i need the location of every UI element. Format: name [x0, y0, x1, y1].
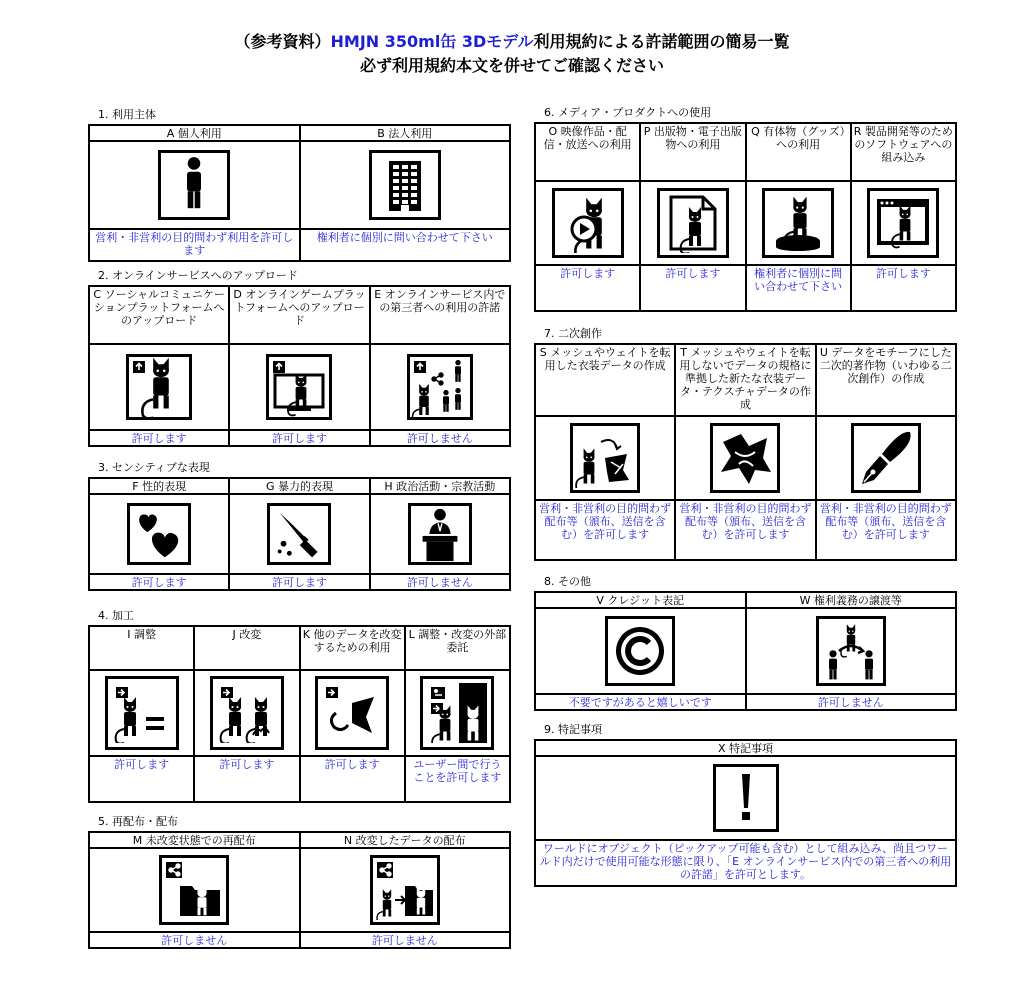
permission-table [534, 122, 957, 312]
item-image-cell [230, 495, 368, 573]
item-image-cell [536, 182, 639, 264]
item-label: V クレジット表記 [536, 593, 745, 607]
item-result: 営利・非営利の目的問わず配布等（頒布、送信を含む）を許可します [536, 501, 674, 559]
item-result: 許可します [852, 266, 955, 310]
item-image-cell [406, 671, 509, 755]
item-result: 営利・非営利の目的問わず配布等（頒布、送信を含む）を許可します [817, 501, 955, 559]
item-label: E オンラインサービス内での第三者への利用の許諾 [371, 287, 509, 343]
item-result: 権利者に個別に問い合わせて下さい [747, 266, 850, 310]
item-image-cell [852, 182, 955, 264]
share-folder-icon [159, 855, 229, 925]
item-label: L 調整・改変の外部委託 [406, 627, 509, 669]
item-image-cell [195, 671, 298, 755]
permission-table [88, 124, 511, 262]
mesh-transfer-icon [570, 423, 640, 493]
hearts-icon [127, 503, 191, 565]
item-label: I 調整 [90, 627, 193, 669]
item-label: R 製品開発等のためのソフトウェアへの組み込み [852, 124, 955, 180]
section-heading: 8. その他 [544, 575, 591, 588]
title-prefix: （参考資料） [234, 32, 331, 51]
item-result: 営利・非営利の目的問わず配布等（頒布、送信を含む）を許可します [676, 501, 814, 559]
share-modified-folder-icon [370, 855, 440, 925]
item-result: 許可します [301, 757, 404, 801]
section-heading: 6. メディア・プロダクトへの使用 [544, 106, 712, 119]
item-image-cell [536, 417, 674, 499]
item-label: S メッシュやウェイトを転用した衣装データの作成 [536, 345, 674, 415]
modify-other-data-icon [315, 676, 389, 750]
item-label: O 映像作品・配信・放送への利用 [536, 124, 639, 180]
item-label: T メッシュやウェイトを転用しないでデータの規格に準拠した新たな衣装データ・テクスチャデータの作成 [676, 345, 814, 415]
section-heading: 3. センシティブな表現 [98, 461, 210, 474]
item-label: D オンラインゲームプラットフォームへのアップロード [230, 287, 368, 343]
permission-table [88, 477, 511, 591]
item-label: F 性的表現 [90, 479, 228, 493]
item-result: 許可しません [747, 695, 956, 709]
section-s1 [88, 108, 511, 262]
building-icon [369, 150, 441, 220]
copyright-icon [605, 616, 675, 686]
title-model-name: HMJN 350ml缶 3Dモデル [330, 32, 534, 51]
item-image-cell [641, 182, 744, 264]
item-label: U データをモチーフにした二次的著作物（いわゆる二次創作）の作成 [817, 345, 955, 415]
adjust-icon [105, 676, 179, 750]
exclamation-icon [713, 764, 779, 832]
item-image-cell [90, 345, 228, 429]
section-s3 [88, 461, 511, 591]
item-label: Q 有体物（グッズ）への利用 [747, 124, 850, 180]
item-label: A 個人利用 [90, 126, 299, 140]
person-icon [158, 150, 230, 220]
upload-avatar-icon [126, 354, 192, 420]
item-image-cell [90, 671, 193, 755]
item-result: 許可しません [371, 431, 509, 445]
item-image-cell [747, 609, 956, 693]
section-s2 [88, 269, 511, 447]
item-image-cell [676, 417, 814, 499]
item-result: 許可します [195, 757, 298, 801]
section-heading: 4. 加工 [98, 609, 134, 622]
section-s7 [534, 327, 957, 561]
section-s5 [88, 815, 511, 949]
podium-speaker-icon [408, 503, 472, 565]
figure-goods-icon [762, 188, 834, 258]
item-result: 許可します [536, 266, 639, 310]
item-result: 許可します [90, 431, 228, 445]
item-label: W 権利義務の譲渡等 [747, 593, 956, 607]
video-icon [552, 188, 624, 258]
cloth-icon [710, 423, 780, 493]
item-label: P 出版物・電子出版物への利用 [641, 124, 744, 180]
item-result: 許可します [230, 431, 368, 445]
permission-table [534, 343, 957, 561]
item-image-cell [747, 182, 850, 264]
section-heading: 1. 利用主体 [98, 108, 156, 121]
section-heading: 9. 特記事項 [544, 723, 602, 736]
section-heading: 7. 二次創作 [544, 327, 602, 340]
item-label: X 特記事項 [536, 741, 955, 755]
item-result: ユーザー間で行うことを許可します [406, 757, 509, 801]
knife-icon [267, 503, 331, 565]
transfer-rights-icon [816, 616, 886, 686]
item-label: H 政治活動・宗教活動 [371, 479, 509, 493]
item-result: 権利者に個別に問い合わせて下さい [301, 230, 510, 260]
item-image-cell [301, 142, 510, 228]
item-image-cell [90, 495, 228, 573]
share-third-party-icon [407, 354, 473, 420]
section-s9 [534, 723, 957, 887]
permission-table [534, 739, 957, 887]
item-image-cell [90, 142, 299, 228]
item-label: G 暴力的表現 [230, 479, 368, 493]
pen-nib-icon [851, 423, 921, 493]
item-image-cell [90, 849, 299, 931]
permission-table [88, 625, 511, 803]
item-result: 営利・非営利の目的問わず利用を許可します [90, 230, 299, 260]
item-image-cell [536, 609, 745, 693]
item-label: J 改変 [195, 627, 298, 669]
item-label: B 法人利用 [301, 126, 510, 140]
section-heading: 2. オンラインサービスへのアップロード [98, 269, 298, 282]
permission-table [534, 591, 957, 711]
section-heading: 5. 再配布・配布 [98, 815, 178, 828]
item-result: 許可しません [371, 575, 509, 589]
item-result: ワールドにオブジェクト（ピックアップ可能も含む）として組み込み、尚且つワールド内だけで使用可能な形態に限り、「E オンラインサービス内での第三者への利用の許諾」を許可とします。 [536, 841, 955, 885]
page-subtitle: 必ず利用規約本文を併せてご確認ください [359, 56, 664, 75]
title-suffix: 利用規約による許諾範囲の簡易一覧 [533, 32, 790, 51]
outsource-icon [420, 676, 494, 750]
item-image-cell [371, 495, 509, 573]
section-s6 [534, 106, 957, 312]
item-image-cell [371, 345, 509, 429]
item-label: K 他のデータを改変するための利用 [301, 627, 404, 669]
item-image-cell [301, 849, 510, 931]
item-image-cell [230, 345, 368, 429]
item-image-cell [536, 757, 955, 839]
software-window-icon [867, 188, 939, 258]
item-label: M 未改変状態での再配布 [90, 833, 299, 847]
page-title [0, 30, 1024, 54]
permission-table [88, 285, 511, 447]
item-image-cell [301, 671, 404, 755]
permission-table [88, 831, 511, 949]
document-icon [657, 188, 729, 258]
section-s8 [534, 575, 957, 711]
item-label: N 改変したデータの配布 [301, 833, 510, 847]
item-result: 許可します [230, 575, 368, 589]
item-result: 許可します [90, 757, 193, 801]
upload-game-icon [266, 354, 332, 420]
item-result: 許可します [641, 266, 744, 310]
section-s4 [88, 609, 511, 803]
item-label: C ソーシャルコミュニケーションプラットフォームへのアップロード [90, 287, 228, 343]
item-result: 許可します [90, 575, 228, 589]
item-result: 許可しません [301, 933, 510, 947]
modify-icon [210, 676, 284, 750]
item-result: 不要ですがあると嬉しいです [536, 695, 745, 709]
item-result: 許可しません [90, 933, 299, 947]
item-image-cell [817, 417, 955, 499]
